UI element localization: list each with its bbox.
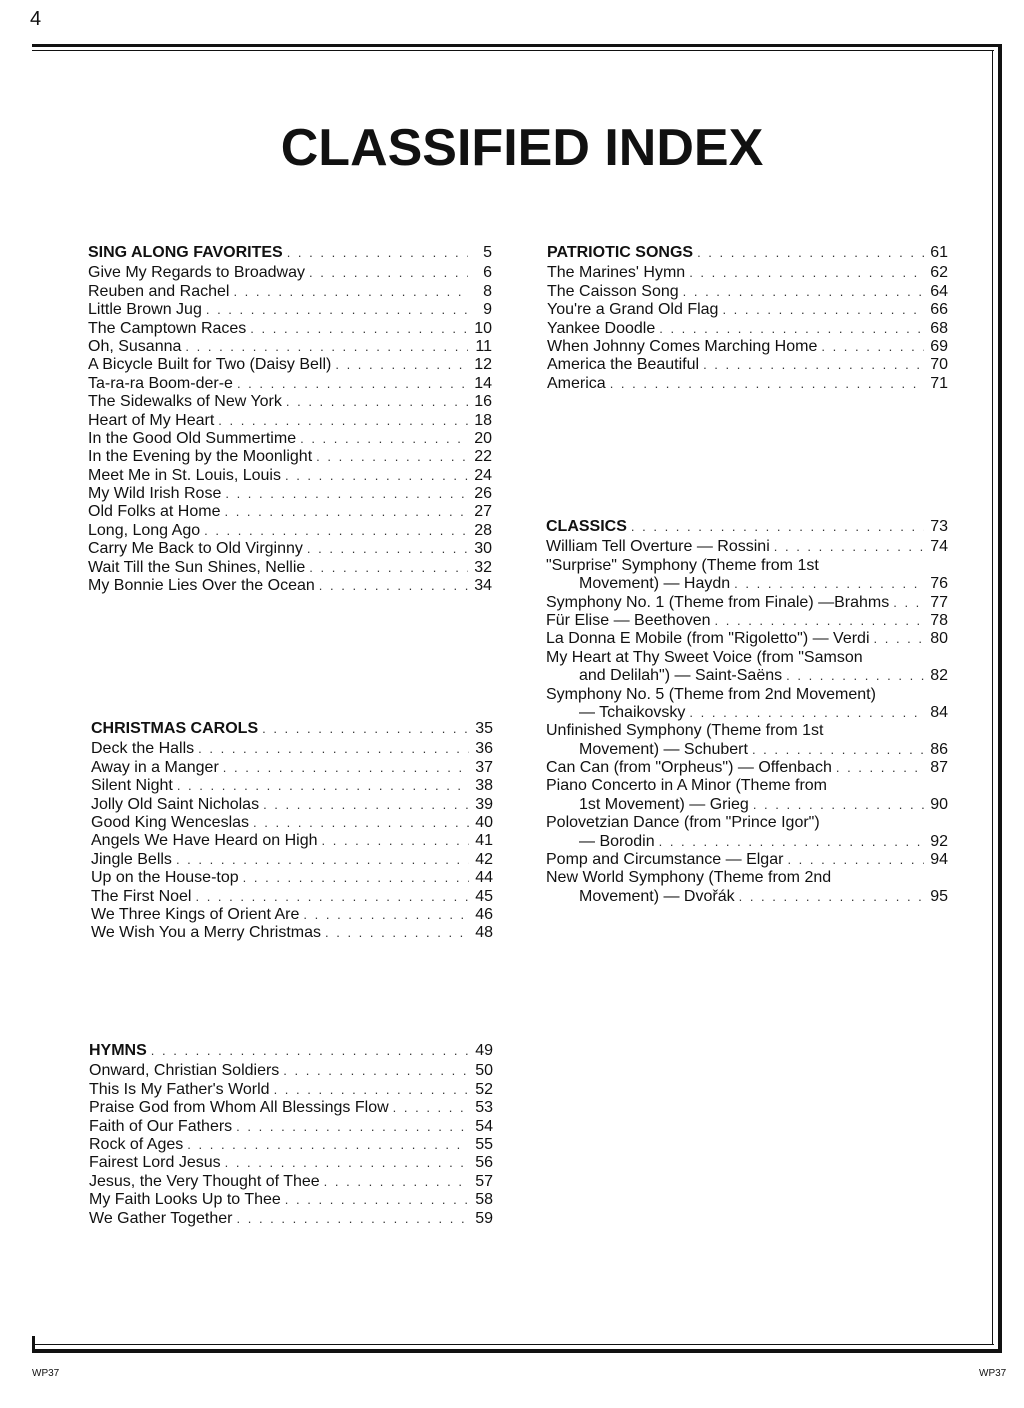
index-entry-title: America <box>547 374 606 392</box>
index-entry-page: 71 <box>930 374 948 392</box>
index-entry-continued-page: 90 <box>930 795 948 813</box>
leader-dots <box>752 741 924 759</box>
leader-dots <box>176 851 469 869</box>
index-entry-title: Jesus, the Very Thought of Thee <box>89 1172 320 1190</box>
section-heading <box>89 1042 493 1060</box>
leader-dots <box>263 796 469 814</box>
index-entry-page: 16 <box>474 393 492 411</box>
index-entry-title: Jingle Bells <box>91 850 172 868</box>
index-entry-continued-title: — Borodin <box>579 832 655 850</box>
index-entry-title: A Bicycle Built for Two (Daisy Bell) <box>88 356 332 374</box>
index-entry-continued <box>546 833 948 851</box>
index-entry <box>91 777 493 795</box>
leader-dots <box>787 851 924 869</box>
index-entry-title: America the Beautiful <box>547 356 700 374</box>
index-entry-continued <box>546 888 948 906</box>
page-title: CLASSIFIED INDEX <box>280 119 764 177</box>
leader-dots <box>307 540 468 558</box>
leader-dots <box>893 594 924 612</box>
index-entry-continued <box>546 796 948 814</box>
index-entry-title: Good King Wenceslas <box>91 813 250 831</box>
leader-dots <box>233 283 468 301</box>
index-entry-page: 56 <box>475 1154 493 1172</box>
index-entry-continued-title: — Tchaikovsky <box>579 703 686 721</box>
leader-dots <box>262 720 469 738</box>
section-christmas-carols <box>91 720 493 943</box>
index-entry-title: In the Evening by the Moonlight <box>88 448 313 466</box>
index-entry-title: "Surprise" Symphony (Theme from 1st <box>546 556 819 574</box>
index-entry-page: 28 <box>474 521 492 539</box>
index-entry-continued-title: 1st Movement) — Grieg <box>579 795 749 813</box>
leader-dots <box>715 612 924 630</box>
leader-dots <box>316 448 468 466</box>
index-entry <box>89 1136 493 1154</box>
index-entry <box>88 540 492 558</box>
index-entry-page: 32 <box>474 558 492 576</box>
index-entry <box>546 649 948 667</box>
index-entry-page: 6 <box>483 264 492 282</box>
index-entry <box>88 522 492 540</box>
index-entry-title: My Bonnie Lies Over the Ocean <box>88 577 315 595</box>
section-heading-page: 73 <box>930 517 948 535</box>
index-entry-title: Old Folks at Home <box>88 503 221 521</box>
index-entry-title: Silent Night <box>91 777 173 795</box>
index-entry-page: 22 <box>474 448 492 466</box>
leader-dots <box>836 759 924 777</box>
section-heading <box>547 244 948 262</box>
index-entry <box>89 1210 493 1228</box>
index-entry-title: The Marines' Hymn <box>547 264 686 282</box>
leader-dots <box>309 264 468 282</box>
index-entry-title: My Heart at Thy Sweet Voice (from "Samson <box>546 648 863 666</box>
index-entry-page: 50 <box>475 1062 493 1080</box>
index-entry <box>88 301 492 319</box>
index-entry <box>91 869 493 887</box>
leader-dots <box>286 393 468 411</box>
index-entry-title: Faith of Our Fathers <box>89 1117 233 1135</box>
index-entry <box>88 264 492 282</box>
index-entry-page: 54 <box>475 1117 493 1135</box>
leader-dots <box>319 577 468 595</box>
index-entry-continued-page: 82 <box>930 667 948 685</box>
index-entry <box>88 393 492 411</box>
index-entry-page: 62 <box>930 264 948 282</box>
index-entry <box>88 338 492 356</box>
index-entry-title: When Johnny Comes Marching Home <box>547 337 818 355</box>
section-hymns <box>89 1042 493 1228</box>
index-entry-title: Piano Concerto in A Minor (Theme from <box>546 777 828 795</box>
index-entry-page: 44 <box>475 869 493 887</box>
index-entry-title: My Wild Irish Rose <box>88 485 222 503</box>
index-entry <box>91 814 493 832</box>
index-entry <box>546 814 948 832</box>
index-entry-page: 48 <box>475 924 493 942</box>
index-entry-page: 24 <box>474 466 492 484</box>
leader-dots <box>703 356 924 374</box>
index-entry-continued <box>546 741 948 759</box>
index-entry-title: Ta-ra-ra Boom-der-e <box>88 374 233 392</box>
index-entry <box>88 375 492 393</box>
leader-dots <box>185 338 468 356</box>
index-entry-page: 27 <box>474 503 492 521</box>
index-entry <box>546 557 948 575</box>
index-entry <box>546 630 948 648</box>
index-entry <box>91 740 493 758</box>
index-entry <box>546 777 948 795</box>
index-entry <box>91 759 493 777</box>
index-entry <box>88 467 492 485</box>
index-entry-title: Unfinished Symphony (Theme from 1st <box>546 722 824 740</box>
index-entry <box>546 722 948 740</box>
index-entry-continued-title: and Delilah") — Saint-Saëns <box>579 667 783 685</box>
index-entry-continued-title: Movement) — Schubert <box>579 740 748 758</box>
index-entry <box>88 559 492 577</box>
index-entry-page: 57 <box>475 1172 493 1190</box>
leader-dots <box>243 869 469 887</box>
leader-dots <box>774 538 924 556</box>
leader-dots <box>683 283 924 301</box>
index-entry-page: 18 <box>474 411 492 429</box>
index-entry-title: Up on the House-top <box>91 869 239 887</box>
leader-dots <box>237 375 468 393</box>
index-entry-title: This Is My Father's World <box>89 1080 270 1098</box>
leader-dots <box>739 888 924 906</box>
index-entry-page: 55 <box>475 1135 493 1153</box>
index-entry <box>88 485 492 503</box>
index-entry-page: 30 <box>474 540 492 558</box>
index-entry-page: 68 <box>930 319 948 337</box>
leader-dots <box>250 320 468 338</box>
index-entry-page: 52 <box>475 1080 493 1098</box>
index-entry-title: Meet Me in St. Louis, Louis <box>88 466 281 484</box>
index-entry-title: Jolly Old Saint Nicholas <box>91 795 260 813</box>
leader-dots <box>753 796 924 814</box>
index-entry-title: Praise God from Whom All Blessings Flow <box>89 1099 389 1117</box>
leader-dots <box>285 1191 469 1209</box>
leader-dots <box>610 375 924 393</box>
index-entry-continued <box>546 704 948 722</box>
index-entry <box>91 888 493 906</box>
index-entry <box>88 412 492 430</box>
section-heading-page: 61 <box>930 243 948 261</box>
index-entry-title: Deck the Halls <box>91 740 195 758</box>
leader-dots <box>324 1173 469 1191</box>
index-entry-title: My Faith Looks Up to Thee <box>89 1191 281 1209</box>
index-entry <box>88 503 492 521</box>
leader-dots <box>204 522 468 540</box>
index-entry-page: 37 <box>475 758 493 776</box>
section-heading <box>91 720 493 738</box>
index-entry-title: You're a Grand Old Flag <box>547 301 719 319</box>
index-entry <box>547 338 948 356</box>
leader-dots <box>225 1154 469 1172</box>
index-entry-continued <box>546 667 948 685</box>
index-entry-page: 36 <box>475 740 493 758</box>
page-number: 4 <box>30 8 42 30</box>
index-entry-title: Carry Me Back to Old Virginny <box>88 540 303 558</box>
leader-dots <box>177 777 469 795</box>
index-entry <box>547 283 948 301</box>
leader-dots <box>218 412 468 430</box>
index-entry-page: 74 <box>930 538 948 556</box>
index-entry <box>547 375 948 393</box>
leader-dots <box>195 888 469 906</box>
leader-dots <box>786 667 924 685</box>
index-entry-page: 40 <box>475 813 493 831</box>
index-entry-page: 20 <box>474 429 492 447</box>
index-entry <box>546 759 948 777</box>
leader-dots <box>274 1081 469 1099</box>
leader-dots <box>224 503 468 521</box>
index-entry-title: The First Noel <box>91 887 192 905</box>
index-entry <box>89 1099 493 1117</box>
index-entry <box>91 924 493 942</box>
frame-left-tick <box>32 1336 35 1353</box>
leader-dots <box>225 485 468 503</box>
index-entry-title: Fairest Lord Jesus <box>89 1154 221 1172</box>
index-entry <box>546 612 948 630</box>
index-entry-page: 53 <box>475 1099 493 1117</box>
footer-code-left: WP37 <box>32 1368 60 1379</box>
leader-dots <box>309 559 468 577</box>
index-entry <box>547 301 948 319</box>
index-entry-title: Onward, Christian Soldiers <box>89 1062 280 1080</box>
leader-dots <box>659 320 924 338</box>
section-sing-along-favorites <box>88 244 492 595</box>
leader-dots <box>223 759 469 777</box>
leader-dots <box>393 1099 469 1117</box>
leader-dots <box>697 244 924 262</box>
leader-dots <box>187 1136 469 1154</box>
index-entry <box>88 356 492 374</box>
index-entry-title: Rock of Ages <box>89 1135 184 1153</box>
index-entry-page: 8 <box>483 282 492 300</box>
index-entry-page: 78 <box>930 611 948 629</box>
leader-dots <box>689 264 924 282</box>
section-heading-page: 35 <box>475 719 493 737</box>
leader-dots <box>236 1118 469 1136</box>
index-entry-page: 39 <box>475 795 493 813</box>
index-entry-title: We Gather Together <box>89 1209 233 1227</box>
section-heading-title: PATRIOTIC SONGS <box>547 243 694 261</box>
index-entry <box>89 1118 493 1136</box>
index-entry <box>547 320 948 338</box>
leader-dots <box>303 906 469 924</box>
index-entry <box>88 448 492 466</box>
index-entry-page: 11 <box>475 337 492 355</box>
footer-code-right: WP37 <box>979 1368 1007 1379</box>
index-entry-continued-title: Movement) — Dvořák <box>579 887 735 905</box>
index-entry-page: 58 <box>475 1191 493 1209</box>
index-entry-title: Away in a Manger <box>91 758 219 776</box>
leader-dots <box>335 356 468 374</box>
index-entry <box>546 594 948 612</box>
section-heading-title: HYMNS <box>89 1041 147 1059</box>
leader-dots <box>689 704 924 722</box>
leader-dots <box>198 740 469 758</box>
section-heading-title: CLASSICS <box>546 517 627 535</box>
leader-dots <box>322 832 470 850</box>
index-entry <box>546 538 948 556</box>
index-entry <box>91 851 493 869</box>
index-entry-title: William Tell Overture — Rossini <box>546 538 770 556</box>
index-entry-title: Wait Till the Sun Shines, Nellie <box>88 558 306 576</box>
index-entry-page: 45 <box>475 887 493 905</box>
section-heading-title: SING ALONG FAVORITES <box>88 243 283 261</box>
leader-dots <box>253 814 469 832</box>
index-entry-continued <box>546 575 948 593</box>
index-entry <box>546 869 948 887</box>
index-entry <box>88 283 492 301</box>
leader-dots <box>874 630 925 648</box>
index-entry <box>89 1081 493 1099</box>
index-entry <box>89 1191 493 1209</box>
index-entry-title: Reuben and Rachel <box>88 282 230 300</box>
index-entry-title: Oh, Susanna <box>88 337 182 355</box>
index-entry-page: 70 <box>930 356 948 374</box>
index-entry-page: 42 <box>475 850 493 868</box>
index-entry-title: Heart of My Heart <box>88 411 215 429</box>
section-heading-title: CHRISTMAS CAROLS <box>91 719 259 737</box>
frame-bottom-inner-rule <box>32 1344 994 1345</box>
index-entry-page: 64 <box>930 282 948 300</box>
index-entry <box>89 1062 493 1080</box>
index-entry <box>546 686 948 704</box>
index-entry-page: 87 <box>930 759 948 777</box>
leader-dots <box>821 338 924 356</box>
index-entry-title: Symphony No. 1 (Theme from Finale) —Brahms <box>546 593 890 611</box>
leader-dots <box>300 430 468 448</box>
index-entry-page: 12 <box>474 356 492 374</box>
section-heading-page: 49 <box>475 1041 493 1059</box>
index-entry-title: New World Symphony (Theme from 2nd <box>546 869 832 887</box>
index-entry-page: 77 <box>930 593 948 611</box>
index-entry-continued-page: 76 <box>930 575 948 593</box>
index-entry-continued-page: 92 <box>930 832 948 850</box>
section-classics <box>546 518 948 906</box>
index-entry-title: Angels We Have Heard on High <box>91 832 318 850</box>
leader-dots <box>722 301 924 319</box>
leader-dots <box>285 467 468 485</box>
index-entry-title: The Caisson Song <box>547 282 679 300</box>
index-entry-title: We Wish You a Merry Christmas <box>91 924 321 942</box>
index-entry-title: Give My Regards to Broadway <box>88 264 305 282</box>
index-entry-title: Polovetzian Dance (from "Prince Igor") <box>546 814 820 832</box>
index-entry-page: 14 <box>474 374 492 392</box>
leader-dots <box>659 833 924 851</box>
index-entry-page: 41 <box>475 832 493 850</box>
index-entry-continued-title: Movement) — Haydn <box>579 575 731 593</box>
section-patriotic-songs <box>547 244 948 393</box>
leader-dots <box>237 1210 470 1228</box>
leader-dots <box>206 301 468 319</box>
index-entry <box>88 577 492 595</box>
index-entry-title: Pomp and Circumstance — Elgar <box>546 851 784 869</box>
index-entry-page: 38 <box>475 777 493 795</box>
index-entry-page: 10 <box>474 319 492 337</box>
index-entry <box>91 796 493 814</box>
index-entry-continued-page: 86 <box>930 740 948 758</box>
frame-bottom-rule <box>32 1349 1002 1353</box>
index-entry-page: 9 <box>483 301 492 319</box>
frame-top-inner-rule <box>32 50 994 51</box>
index-entry <box>546 851 948 869</box>
index-entry-title: Für Elise — Beethoven <box>546 611 711 629</box>
index-entry <box>89 1154 493 1172</box>
leader-dots <box>151 1042 469 1060</box>
frame-top-rule <box>32 44 1002 47</box>
index-entry-page: 69 <box>930 337 948 355</box>
index-entry <box>88 320 492 338</box>
index-entry-page: 94 <box>930 851 948 869</box>
index-entry-page: 59 <box>475 1209 493 1227</box>
index-entry-page: 34 <box>474 577 492 595</box>
index-entry-title: The Sidewalks of New York <box>88 393 282 411</box>
index-entry-page: 46 <box>475 905 493 923</box>
leader-dots <box>325 924 469 942</box>
index-entry <box>91 832 493 850</box>
section-heading <box>88 244 492 262</box>
index-entry-title: We Three Kings of Orient Are <box>91 905 300 923</box>
index-entry-title: In the Good Old Summertime <box>88 429 297 447</box>
index-entry-title: Long, Long Ago <box>88 521 201 539</box>
index-entry <box>547 356 948 374</box>
frame-right-rule <box>998 44 1002 1353</box>
index-entry-continued-page: 84 <box>930 703 948 721</box>
leader-dots <box>631 518 924 536</box>
index-entry-title: Symphony No. 5 (Theme from 2nd Movement) <box>546 685 876 703</box>
index-entry-title: Little Brown Jug <box>88 301 202 319</box>
index-entry-page: 80 <box>930 630 948 648</box>
section-heading-page: 5 <box>483 243 492 261</box>
index-entry <box>547 264 948 282</box>
leader-dots <box>287 244 468 262</box>
section-heading <box>546 518 948 536</box>
index-entry-title: Can Can (from "Orpheus") — Offenbach <box>546 759 832 777</box>
index-entry <box>91 906 493 924</box>
index-entry-page: 66 <box>930 301 948 319</box>
leader-dots <box>734 575 924 593</box>
index-entry-title: Yankee Doodle <box>547 319 656 337</box>
index-entry-title: The Camptown Races <box>88 319 247 337</box>
index-entry-title: La Donna E Mobile (from "Rigoletto") — Verdi <box>546 630 870 648</box>
leader-dots <box>283 1062 469 1080</box>
index-entry-page: 26 <box>474 485 492 503</box>
index-entry <box>89 1173 493 1191</box>
index-entry-continued-page: 95 <box>930 887 948 905</box>
index-entry <box>88 430 492 448</box>
frame-right-inner-rule <box>992 50 993 1345</box>
